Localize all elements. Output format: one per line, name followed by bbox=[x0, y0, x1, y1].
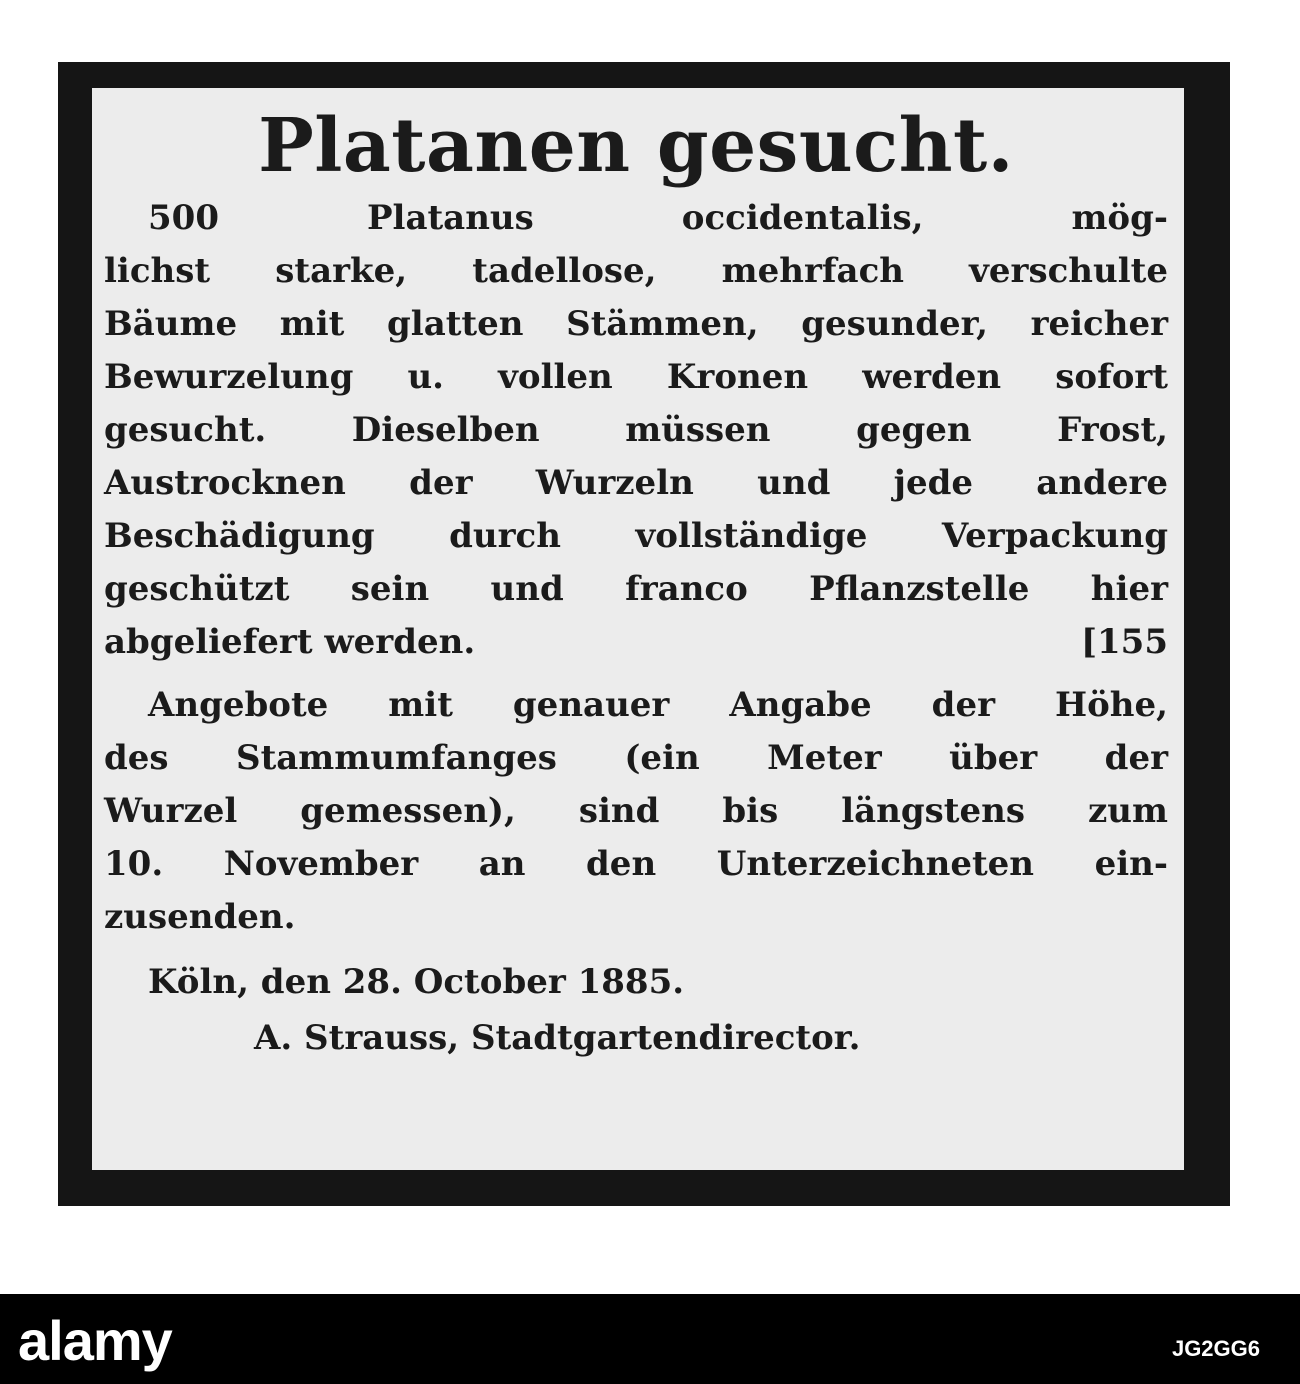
deadline-bold: 10. November bbox=[104, 844, 419, 884]
paragraph-line: des Stammumfanges (ein Meter über der bbox=[104, 738, 1168, 778]
signature-title: , Stadtgartendirector. bbox=[447, 1018, 861, 1058]
stock-banner bbox=[0, 1294, 1300, 1384]
line-text: abgeliefert werden. bbox=[104, 622, 476, 662]
paragraph-line: Austrocknen der Wurzeln und jede andere bbox=[104, 463, 1168, 503]
line-text: Dieselben müssen gegen Frost, bbox=[266, 410, 1168, 450]
reference-number: [155 bbox=[1080, 622, 1168, 662]
paragraph-line: Bewurzelung u. vollen Kronen werden sofort bbox=[104, 357, 1168, 397]
place-date: Köln, den 28. October 1885. bbox=[148, 962, 685, 1002]
line-text: , mög- bbox=[911, 198, 1168, 238]
paragraph-line bbox=[104, 838, 1168, 891]
paragraph-line: Beschädigung durch vollständige Verpackung bbox=[104, 516, 1168, 556]
paragraph-offers bbox=[104, 679, 1168, 944]
gesucht-bold: gesucht. bbox=[104, 410, 267, 450]
paragraph-line: lichst starke, tadellose, mehrfach verschulte bbox=[104, 251, 1168, 291]
image-id: JG2GG6 bbox=[1171, 1336, 1260, 1361]
paragraph-line bbox=[104, 404, 1168, 457]
paragraph-line: Bäume mit glatten Stämmen, gesunder, reicher bbox=[104, 304, 1168, 344]
paragraph-line bbox=[104, 192, 1168, 245]
paragraph-line: zusenden. bbox=[104, 897, 296, 937]
signature-name: A. Strauss bbox=[254, 1018, 448, 1058]
paragraph-line: geschützt sein und franco Pflanzstelle hier bbox=[104, 569, 1168, 609]
newspaper-advertisement bbox=[92, 88, 1184, 1170]
paragraph-line: Wurzel gemessen), sind bis längstens zum bbox=[104, 791, 1168, 831]
paragraph-last-line bbox=[104, 616, 1168, 669]
paragraph-line: Angebote mit genauer Angabe der Höhe, bbox=[148, 685, 1168, 725]
signature bbox=[104, 1010, 1168, 1066]
paragraph-order bbox=[104, 192, 1168, 669]
species-bold: 500 Platanus occidentalis bbox=[148, 198, 912, 238]
alamy-logo: alamy bbox=[18, 1309, 172, 1372]
line-text: an den Unterzeichneten ein- bbox=[418, 844, 1168, 884]
headline: Platanen gesucht. bbox=[258, 103, 1014, 189]
